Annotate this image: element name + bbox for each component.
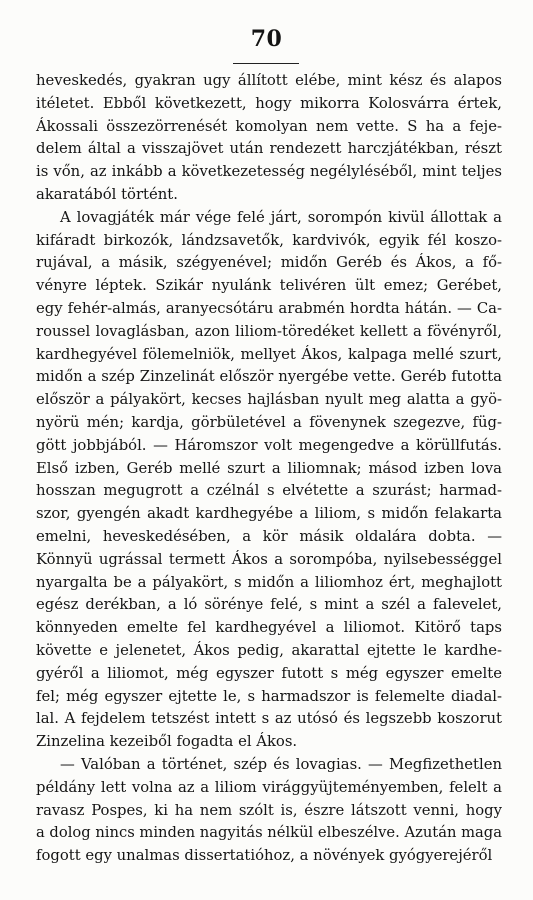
text-line: gyéről a liliomot, még egyszer futott s még egyszer emelte — [36, 664, 502, 682]
text-line: vényre léptek. Szikár nyulánk telivéren ült emez; Gerébet, — [36, 277, 502, 295]
text-line: akaratából történt. — [36, 185, 178, 203]
paragraph — [36, 70, 502, 207]
text-line: a dolog nincs minden nagyitás nélkül elbeszélve. Azután maga — [36, 824, 502, 842]
text-line: Könnyü ugrással termett Ákos a sorompóba, nyilsebességgel — [36, 550, 502, 568]
text-line: rujával, a másik, szégyenével; midőn Geréb és Ákos, a fő- — [36, 254, 502, 272]
text-line: Zinzelina kezeiből fogadta el Ákos. — [36, 733, 298, 751]
text-line: könnyeden emelte fel kardhegyével a liliomot. Kitörő taps — [36, 619, 502, 637]
paragraph — [36, 207, 502, 754]
text-line: kardhegyével fölemelniök, mellyet Ákos, kalpaga mellé szurt, — [36, 345, 502, 363]
page-number-rule — [233, 63, 299, 64]
text-line: példány lett volna az a liliom virággyüjteményemben, felelt a — [36, 778, 502, 796]
text-line: midőn a szép Zinzelinát először nyergébe vette. Geréb futotta — [36, 368, 502, 386]
text-line: — Valóban a történet, szép és lovagias. — Megfizethetlen — [60, 755, 502, 773]
text-line: követte e jelenetet, Ákos pedig, akarattal ejtette le kardhe- — [36, 641, 502, 659]
text-line: roussel lovaglásban, azon liliom-töredéket kellett a fövényről, — [36, 322, 502, 340]
text-line: nyörü mén; kardja, görbületével a fövenynek szegezve, füg- — [36, 413, 502, 431]
text-line: ravasz Pospes, ki ha nem szólt is, észre látszott venni, hogy — [36, 801, 502, 819]
text-line: szor, gyengén akadt kardhegyébe a liliom, s midőn felakarta — [36, 505, 502, 523]
text-line: A lovagjáték már vége felé járt, sorompón kivül állottak a — [60, 208, 502, 226]
text-line: itéletet. Ebből következett, hogy mikorra Kolosvárra értek, — [36, 94, 502, 112]
text-line: fel; még egyszer ejtette le, s harmadszor is felemelte diadal- — [36, 687, 502, 705]
page-body-text — [36, 70, 502, 868]
text-line: először a pályakört, kecses hajlásban nyult meg alatta a gyö- — [36, 391, 502, 409]
text-line: hosszan megugrott a czélnál s elvétette a szurást; harmad- — [36, 482, 502, 500]
text-line: fogott egy unalmas dissertatióhoz, a növények gyógyerejéről — [36, 847, 493, 865]
page-number: 70 — [250, 26, 283, 52]
text-line: is vőn, az inkább a következetesség negélyléséből, mint teljes — [36, 163, 502, 181]
text-line: delem által a visszajövet után rendezett harczjátékban, részt — [36, 140, 502, 158]
text-line: nyargalta be a pályakört, s midőn a liliomhoz ért, meghajlott — [36, 573, 502, 591]
text-line: Első izben, Geréb mellé szurt a liliomnak; másod izben lova — [36, 459, 502, 477]
text-line: gött jobbjából. — Háromszor volt megengedve a körüllfutás. — [36, 436, 502, 454]
text-line: egész derékban, a ló sörénye felé, s mint a szél a falevelet, — [36, 596, 502, 614]
text-line: Ákossali összezörrenését komolyan nem vette. S ha a feje- — [36, 117, 502, 135]
text-line: egy fehér-almás, aranyecsótáru arabmén hordta hátán. — Ca- — [36, 299, 502, 317]
text-line: lal. A fejdelem tetszést intett s az utósó és legszebb koszorut — [36, 710, 502, 728]
paragraph — [36, 754, 502, 868]
text-line: heveskedés, gyakran ugy állított elébe, mint kész és alapos — [36, 72, 502, 89]
text-line: kifáradt birkozók, lándzsavetők, kardvivók, egyik fél koszo- — [36, 231, 502, 249]
text-line: emelni, heveskedésében, a kör másik oldalára dobta. — — [36, 527, 502, 545]
